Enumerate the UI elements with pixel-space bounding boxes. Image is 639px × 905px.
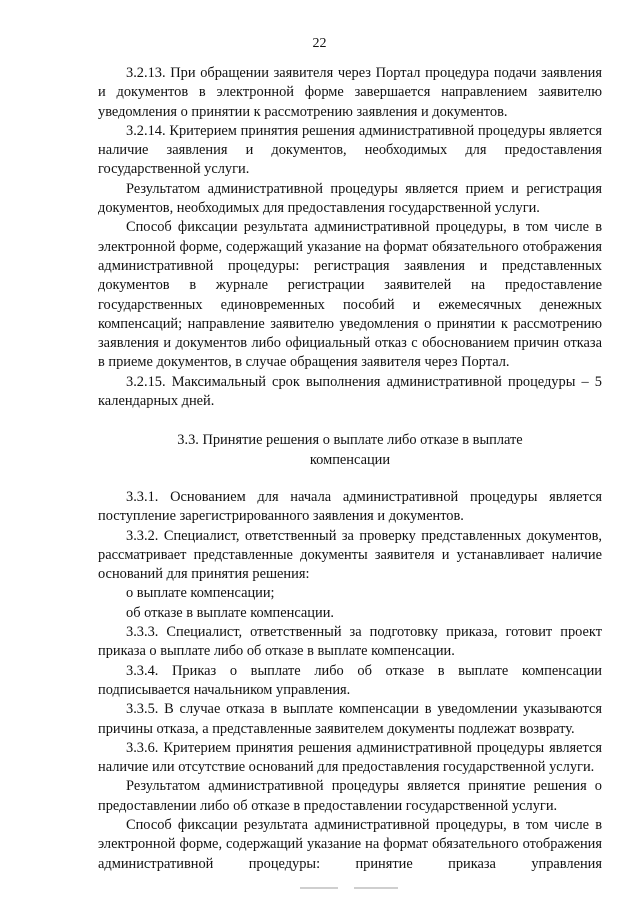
paragraph-3-3-1: 3.3.1. Основанием для начала административной процедуры является поступление зарегистрированного заявления и документов. <box>98 488 602 525</box>
paragraph-3-3-2: 3.3.2. Специалист, ответственный за проверку представленных документов, рассматривает представленные документы заявителя и устанавливает наличие оснований для принятия решения: <box>98 527 602 583</box>
page-number: 22 <box>312 36 327 51</box>
paragraph-fixation-3-2: Способ фиксации результата административной процедуры, в том числе в электронной форме, содержащий указание на формат обязательного отображения административной процедуры: регистрация заявления и представленных документов в журнале регистрации заявителей на предоставление государственных единовременных пособий и ежемесячных денежных компенсаций; направление заявителю уведомления о принятии к рассмотрению заявления и документов либо официальный отказ с обоснованием причин отказа в приеме документов, в случае обращения заявителя через Портал. <box>98 219 602 371</box>
scan-edge-marks <box>300 884 420 892</box>
paragraph-3-3-3: 3.3.3. Специалист, ответственный за подготовку приказа, готовит проект приказа о выплате либо об отказе в выплате компенсации. <box>98 624 602 660</box>
scan-mark <box>354 887 398 889</box>
paragraph-fixation-3-3: Способ фиксации результата административной процедуры, в том числе в электронной форме, содержащий указание на формат обязательного отображения административной процедуры: принятие приказа управления <box>98 816 602 872</box>
scan-mark <box>300 887 338 889</box>
list-item-payment: о выплате компенсации; <box>126 585 275 602</box>
paragraph-3-3-5: 3.3.5. В случае отказа в выплате компенсации в уведомлении указываются причины отказа, а представленные заявителем документы подлежат возврату. <box>98 701 602 737</box>
paragraph-3-2-15: 3.2.15. Максимальный срок выполнения административной процедуры – 5 календарных дней. <box>98 373 602 410</box>
section-heading-3-3: 3.3. Принятие решения о выплате либо отказе в выплате компенсации <box>177 432 523 468</box>
paragraph-3-3-4: 3.3.4. Приказ о выплате либо об отказе в выплате компенсации подписывается начальником управления. <box>98 662 602 698</box>
paragraph-result-3-3: Результатом административной процедуры является принятие решения о предоставлении либо об отказе в предоставлении государственной услуги. <box>98 778 602 814</box>
document-body <box>98 64 602 874</box>
paragraph-3-2-13: 3.2.13. При обращении заявителя через Портал процедура подачи заявления и документов в электронной форме завершается направлением заявителю уведомления о принятии к рассмотрению заявления и документов. <box>98 65 602 120</box>
paragraph-result-3-2: Результатом административной процедуры является прием и регистрация документов, необходимых для предоставления государственной услуги. <box>98 180 602 217</box>
list-item-refusal: об отказе в выплате компенсации. <box>126 604 334 621</box>
paragraph-3-3-6: 3.3.6. Критерием принятия решения административной процедуры является наличие или отсутствие оснований для предоставления государственной услуги. <box>98 739 602 776</box>
paragraph-3-2-14: 3.2.14. Критерием принятия решения административной процедуры является наличие заявления и документов, необходимых для предоставления государственной услуги. <box>98 122 602 178</box>
